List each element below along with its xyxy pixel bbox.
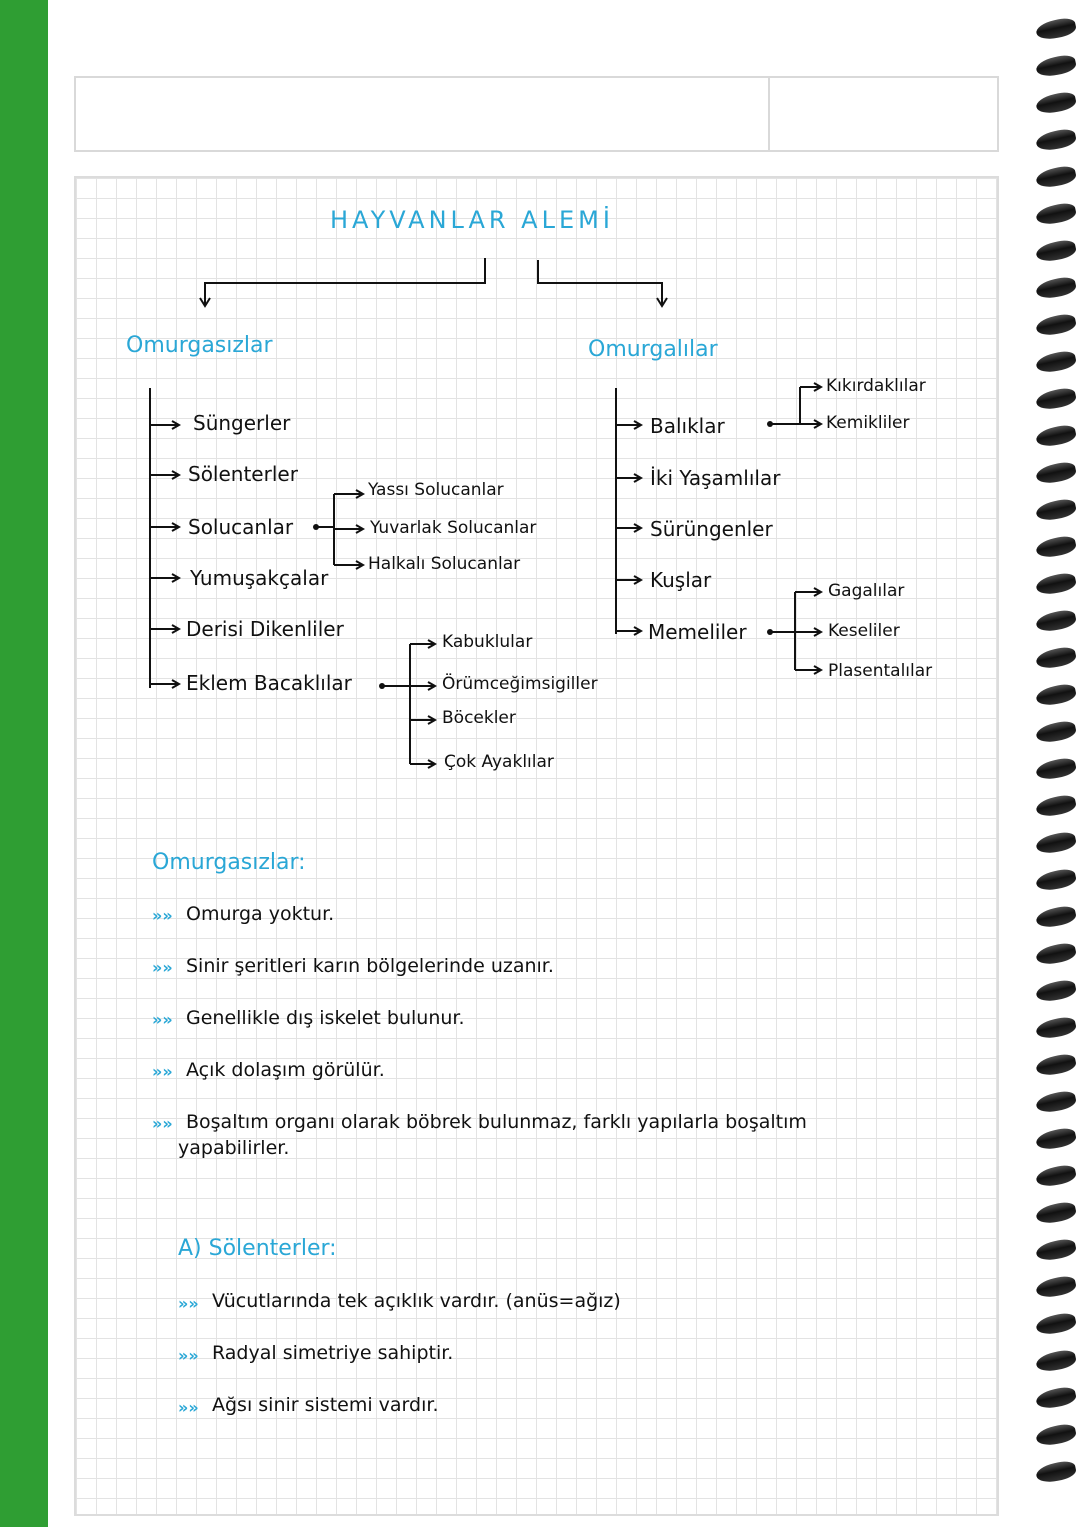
arthropod-item: Örümceğimsigiller [442, 674, 598, 694]
page-title: HAYVANLAR ALEMİ [330, 206, 614, 234]
bullet-icon: »» [152, 906, 173, 925]
left-item: Sölenterler [188, 462, 298, 486]
bullet-icon: »» [152, 1114, 173, 1133]
right-item: Memeliler [648, 620, 747, 644]
worm-item: Halkalı Solucanlar [368, 554, 521, 574]
fish-item: Kemikliler [826, 413, 910, 433]
mammal-item: Gagalılar [828, 581, 905, 601]
bullet-icon: »» [178, 1294, 199, 1313]
notes-heading: Omurgasızlar: [152, 850, 306, 875]
mammal-item: Keseliler [828, 621, 900, 641]
arthropod-item: Çok Ayaklılar [444, 752, 554, 772]
note-point: Genellikle dış iskelet bulunur. [186, 1007, 465, 1029]
section-a-point: Radyal simetriye sahiptir. [212, 1342, 454, 1364]
arthropod-item: Böcekler [442, 708, 516, 728]
note-point: Açık dolaşım görülür. [186, 1059, 385, 1081]
section-a-point: Vücutlarında tek açıklık vardır. (anüs=ağız) [212, 1290, 621, 1312]
right-item: İki Yaşamlılar [650, 466, 781, 490]
bullet-icon: »» [178, 1398, 199, 1417]
left-item: Eklem Bacaklılar [186, 671, 352, 695]
note-point: Boşaltım organı olarak böbrek bulunmaz, farklı yapılarla boşaltım [186, 1111, 807, 1133]
note-point: Omurga yoktur. [186, 903, 335, 925]
fish-item: Kıkırdaklılar [826, 376, 926, 396]
mammal-item: Plasentalılar [828, 661, 933, 681]
left-item: Süngerler [193, 411, 291, 435]
note-point-continued: yapabilirler. [178, 1137, 290, 1159]
right-item: Balıklar [650, 414, 725, 438]
right-item: Sürüngenler [650, 517, 773, 541]
bullet-icon: »» [178, 1346, 199, 1365]
left-item: Solucanlar [188, 515, 294, 539]
vertebrates-heading: Omurgalılar [588, 337, 718, 362]
section-a-point: Ağsı sinir sistemi vardır. [212, 1394, 439, 1416]
worm-item: Yuvarlak Solucanlar [370, 518, 537, 538]
arthropod-item: Kabuklular [442, 632, 533, 652]
invertebrates-heading: Omurgasızlar [126, 333, 273, 358]
bullet-icon: »» [152, 1062, 173, 1081]
worm-item: Yassı Solucanlar [368, 480, 504, 500]
left-item: Derisi Dikenliler [186, 617, 344, 641]
left-item: Yumuşakçalar [190, 566, 329, 590]
bullet-icon: »» [152, 1010, 173, 1029]
right-item: Kuşlar [650, 568, 712, 592]
note-point: Sinir şeritleri karın bölgelerinde uzanır. [186, 955, 554, 977]
bullet-icon: »» [152, 958, 173, 977]
section-a-heading: A) Sölenterler: [178, 1236, 337, 1261]
